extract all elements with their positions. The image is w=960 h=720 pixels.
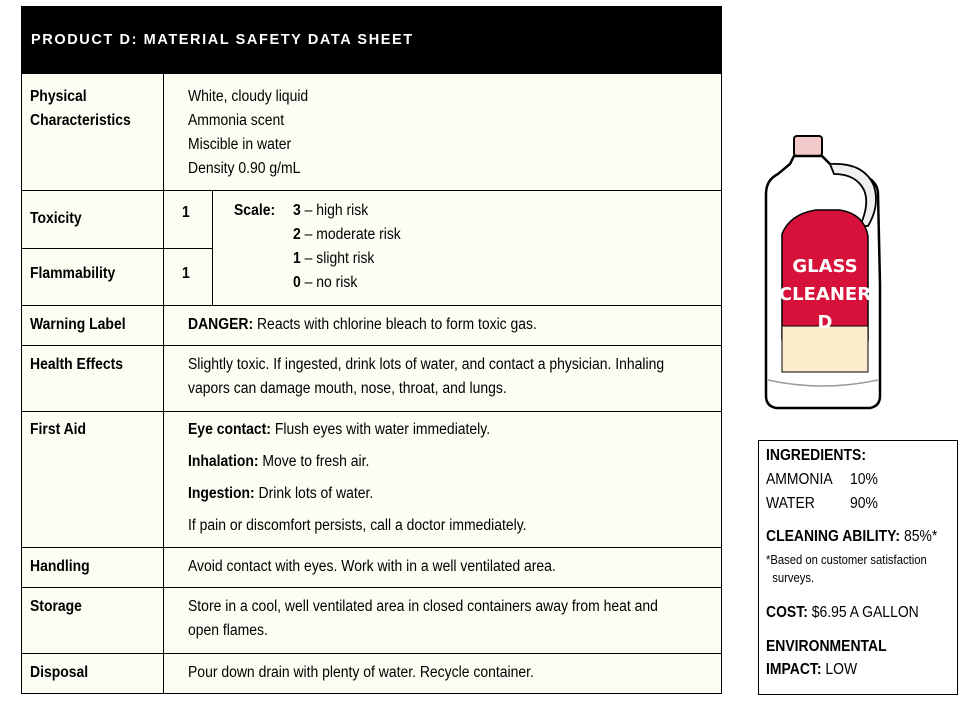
bottle-label-text: GLASS bbox=[792, 256, 858, 277]
row-divider bbox=[22, 190, 721, 191]
first-aid-item: If pain or discomfort persists, call a doctor immediately. bbox=[188, 517, 527, 534]
ingredient-percent: 10% bbox=[850, 471, 878, 488]
ingredient-percent: 90% bbox=[850, 495, 878, 512]
scale-item: 0 – no risk bbox=[293, 274, 358, 291]
storage-label: Storage bbox=[30, 598, 82, 615]
flammability-value: 1 bbox=[182, 265, 190, 282]
physical-value: White, cloudy liquid bbox=[188, 88, 309, 105]
physical-values bbox=[188, 85, 308, 181]
ingredients-box bbox=[758, 440, 958, 695]
cost: COST: $6.95 A GALLON bbox=[766, 604, 919, 621]
first-aid-item: Ingestion: Drink lots of water. bbox=[188, 485, 374, 502]
sheet-title: PRODUCT D: MATERIAL SAFETY DATA SHEET bbox=[22, 7, 721, 74]
scale-item: 2 – moderate risk bbox=[293, 226, 401, 243]
msds-table bbox=[21, 6, 722, 694]
scale-item: 1 – slight risk bbox=[293, 250, 375, 267]
first-aid-label: First Aid bbox=[30, 421, 87, 438]
bottle-label-text: D bbox=[817, 312, 833, 333]
environmental-impact: ENVIRONMENTAL IMPACT: LOW bbox=[766, 638, 887, 678]
bottle-cap bbox=[794, 136, 822, 156]
flammability-label: Flammability bbox=[30, 265, 116, 282]
physical-value: Miscible in water bbox=[188, 136, 292, 153]
first-aid-item: Inhalation: Move to fresh air. bbox=[188, 453, 370, 470]
scale-item: 3 – high risk bbox=[293, 202, 369, 219]
row-divider bbox=[22, 411, 721, 412]
handling-value: Avoid contact with eyes. Work with in a well ventilated area. bbox=[188, 558, 556, 575]
handling-label: Handling bbox=[30, 558, 90, 575]
row-divider bbox=[22, 547, 721, 548]
toxicity-value: 1 bbox=[182, 204, 190, 221]
row-divider bbox=[22, 305, 721, 306]
scale-label: Scale: bbox=[234, 202, 276, 219]
warning-label: Warning Label bbox=[30, 316, 126, 333]
row-divider bbox=[22, 653, 721, 654]
health-value: Slightly toxic. If ingested, drink lots of water, and contact a physician. Inhaling vapors can damage mouth, nose, throat, and lungs. bbox=[188, 356, 665, 397]
bottle-label-text: CLEANER bbox=[778, 284, 872, 305]
row-divider bbox=[22, 345, 721, 346]
scale-legend bbox=[293, 199, 401, 295]
glass-cleaner-bottle-illustration bbox=[760, 134, 888, 412]
ingredient-name: AMMONIA bbox=[766, 471, 833, 488]
physical-label: Physical Characteristics bbox=[30, 88, 131, 129]
disposal-value: Pour down drain with plenty of water. Recycle container. bbox=[188, 664, 534, 681]
column-divider bbox=[212, 190, 213, 305]
health-label: Health Effects bbox=[30, 356, 124, 373]
storage-value: Store in a cool, well ventilated area in closed containers away from heat and open flames. bbox=[188, 598, 658, 639]
column-divider bbox=[163, 74, 164, 694]
row-divider bbox=[22, 248, 212, 249]
row-divider bbox=[22, 587, 721, 588]
physical-value: Density 0.90 g/mL bbox=[188, 160, 301, 177]
cleaning-ability: CLEANING ABILITY: 85%* bbox=[766, 528, 938, 545]
toxicity-label: Toxicity bbox=[30, 210, 82, 227]
disposal-label: Disposal bbox=[30, 664, 89, 681]
first-aid-item: Eye contact: Flush eyes with water immediately. bbox=[188, 421, 491, 438]
physical-value: Ammonia scent bbox=[188, 112, 285, 129]
cleaning-footnote: *Based on customer satisfaction surveys. bbox=[766, 553, 927, 585]
warning-value: DANGER: Reacts with chlorine bleach to form toxic gas. bbox=[188, 316, 537, 333]
ingredients-title: INGREDIENTS: bbox=[766, 447, 866, 464]
ingredient-name: WATER bbox=[766, 495, 815, 512]
